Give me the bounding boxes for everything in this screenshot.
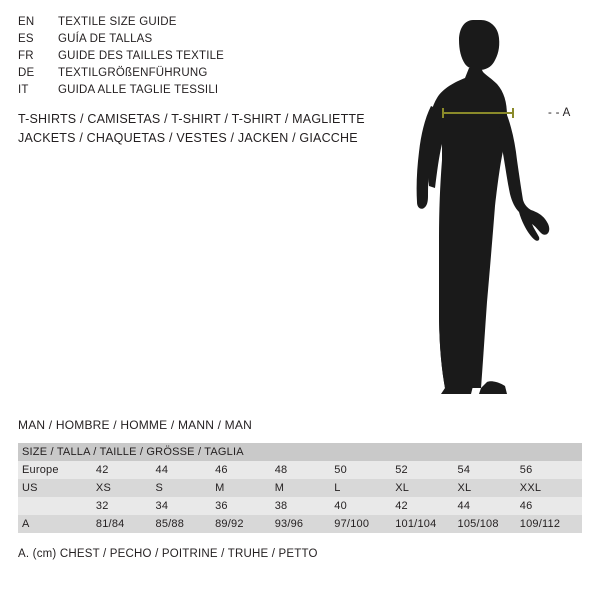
cell: 48 [275,461,335,479]
cell: 101/104 [395,515,457,533]
language-code: IT [18,84,29,96]
row-label: Europe [18,461,96,479]
cell: M [275,479,335,497]
cell: XS [96,479,156,497]
cell: 44 [458,497,520,515]
language-code: FR [18,50,34,62]
male-silhouette-figure [395,10,595,400]
language-row [18,65,378,82]
language-text: GUÍA DE TALLAS [58,33,153,45]
table-header-label: SIZE / TALLA / TAILLE / GRÖSSE / TAGLIA [18,443,582,461]
language-row [18,14,378,31]
row-label: US [18,479,96,497]
cell: L [334,479,395,497]
language-text: TEXTILE SIZE GUIDE [58,16,177,28]
cell: 32 [96,497,156,515]
language-row [18,31,378,48]
table-row [18,497,582,515]
cell: 46 [215,461,275,479]
size-table [18,443,582,533]
cell: 50 [334,461,395,479]
silhouette-svg [395,10,595,400]
category-jackets: JACKETS / CHAQUETAS / VESTES / JACKEN / GIACCHE [18,131,358,145]
row-label: A [18,515,96,533]
language-row [18,48,378,65]
cell: S [156,479,216,497]
language-code: DE [18,67,35,79]
cell: 93/96 [275,515,335,533]
cell: 46 [520,497,582,515]
cell: 97/100 [334,515,395,533]
cell: M [215,479,275,497]
cell: 81/84 [96,515,156,533]
cell: 105/108 [458,515,520,533]
language-code: EN [18,16,35,28]
category-tshirts: T-SHIRTS / CAMISETAS / T-SHIRT / T-SHIRT / MAGLIETTE [18,112,365,126]
cell: 109/112 [520,515,582,533]
language-row [18,82,378,99]
cell: 34 [156,497,216,515]
cell: 85/88 [156,515,216,533]
garment-category-list [18,110,418,148]
table-row [18,515,582,533]
table-row [18,461,582,479]
language-text: GUIDE DES TAILLES TEXTILE [58,50,225,62]
language-code: ES [18,33,34,45]
table-row [18,479,582,497]
cell: XL [458,479,520,497]
cell: 56 [520,461,582,479]
measurement-footnote: A. (cm) CHEST / PECHO / POITRINE / TRUHE / PETTO [18,548,318,560]
cell: XXL [520,479,582,497]
cell: 42 [395,497,457,515]
cell: 38 [275,497,335,515]
language-list [18,14,378,99]
cell: 54 [458,461,520,479]
row-label [18,497,96,515]
language-text: GUIDA ALLE TAGLIE TESSILI [58,84,219,96]
cell: 44 [156,461,216,479]
table-section-title: MAN / HOMBRE / HOMME / MANN / MAN [18,418,252,432]
cell: 40 [334,497,395,515]
cell: 36 [215,497,275,515]
cell: 89/92 [215,515,275,533]
language-text: TEXTILGRÖßENFÜHRUNG [58,67,208,79]
table-header-row [18,443,582,461]
chest-measure-label: - - A [548,107,571,119]
cell: 52 [395,461,457,479]
cell: XL [395,479,457,497]
cell: 42 [96,461,156,479]
